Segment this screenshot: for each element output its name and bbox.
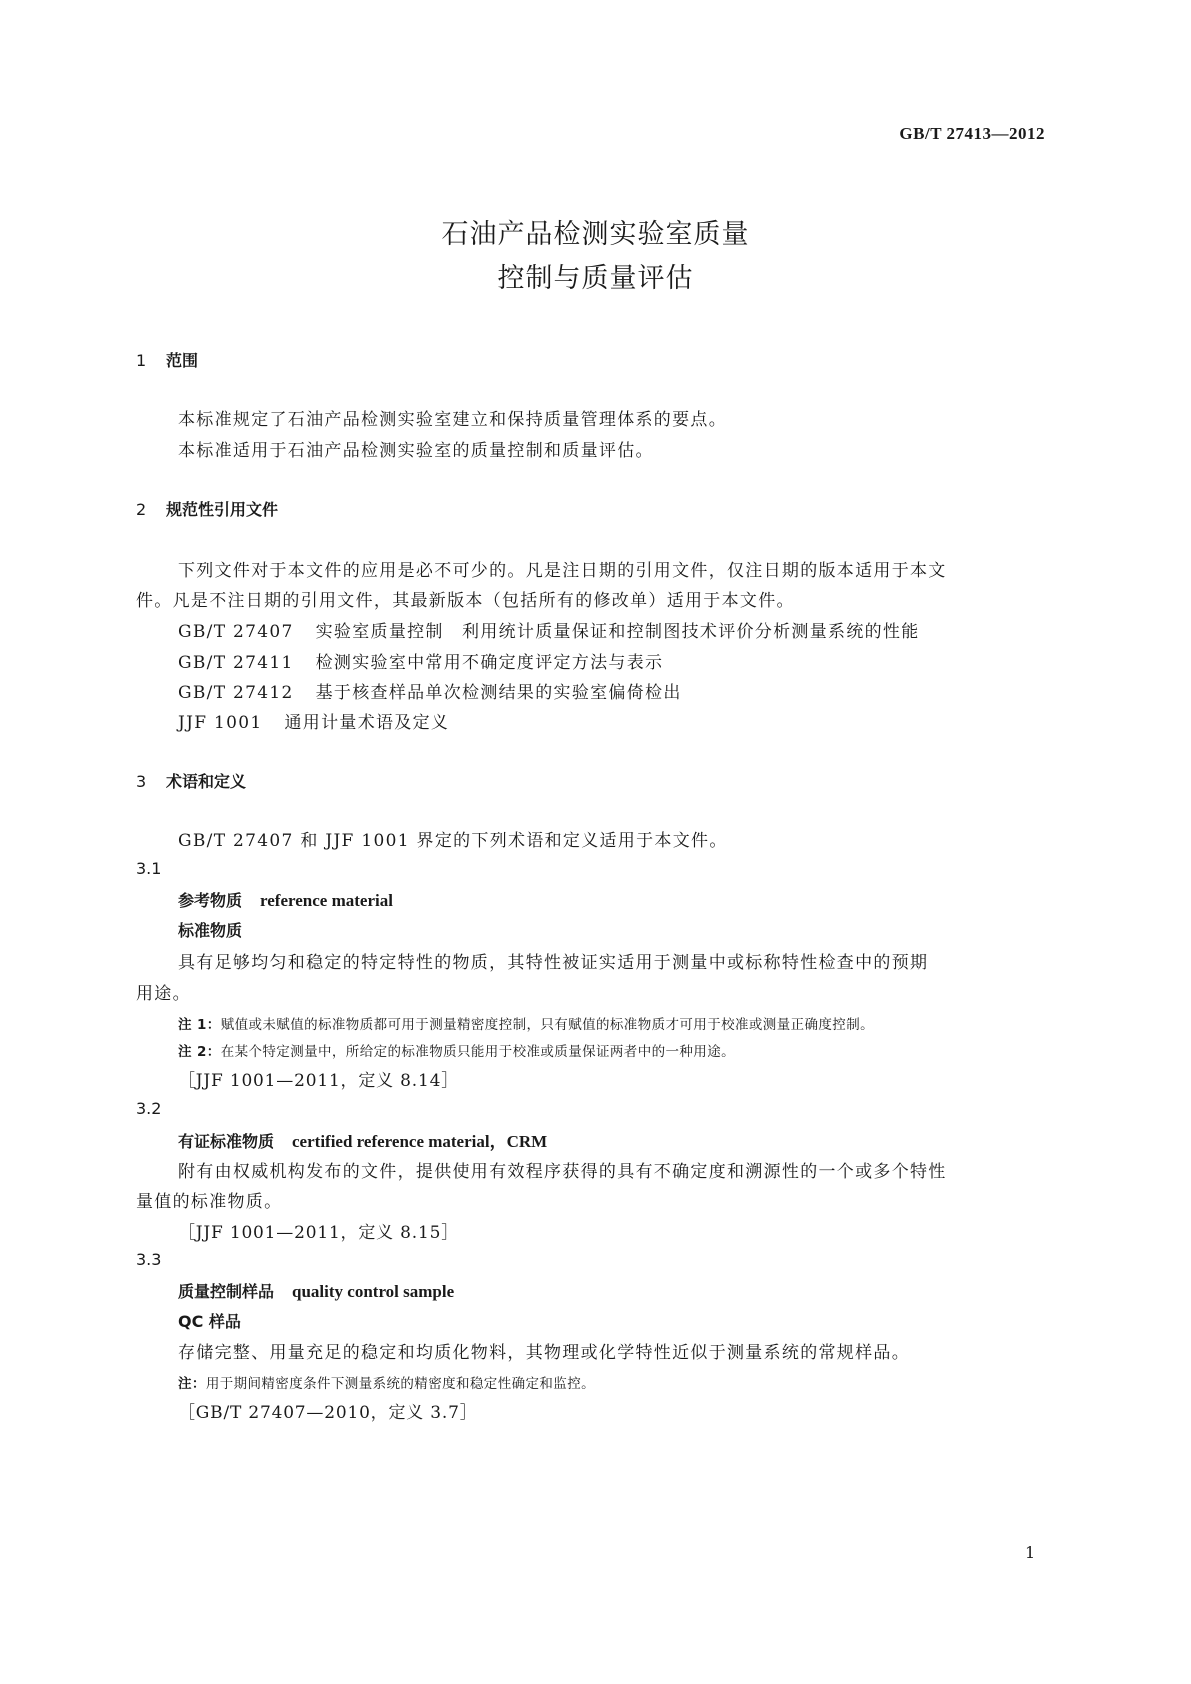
subsection-number: 3.1 bbox=[136, 859, 162, 878]
term-heading bbox=[178, 1127, 547, 1152]
reference-title: 实验室质量控制 利用统计质量保证和控制图技术评价分析测量系统的性能 bbox=[315, 622, 920, 642]
reference-title: 基于核查样品单次检测结果的实验室偏倚检出 bbox=[315, 683, 682, 703]
document-title-line1: 石油产品检测实验室质量 bbox=[441, 219, 750, 250]
section-number: 3 bbox=[136, 772, 147, 791]
standard-number: GB/T 27413—2012 bbox=[899, 124, 1045, 143]
section-title: 术语和定义 bbox=[166, 772, 247, 791]
reference-code: JJF 1001 bbox=[178, 713, 263, 733]
reference-code: GB/T 27412 bbox=[178, 683, 294, 703]
note-text: 用于期间精密度条件下测量系统的精密度和稳定性确定和监控。 bbox=[205, 1376, 596, 1392]
section-number: 2 bbox=[136, 500, 147, 519]
section-2-heading bbox=[136, 497, 278, 520]
note-text: 赋值或未赋值的标准物质都可用于测量精密度控制，只有赋值的标准物质才可用于校准或测量正确度控制。 bbox=[220, 1017, 875, 1033]
term-english: quality control sample bbox=[292, 1282, 455, 1301]
note-label: 注 2： bbox=[178, 1044, 221, 1060]
definition: 具有足够均匀和稳定的特定特性的物质，其特性被证实适用于测量中或标称特性检查中的预期 bbox=[178, 953, 929, 973]
term-chinese: 参考物质 bbox=[178, 891, 243, 910]
definition: 附有由权威机构发布的文件，提供使用有效程序获得的具有不确定度和溯源性的一个或多个特性 bbox=[178, 1162, 947, 1182]
definition: 存储完整、用量充足的稳定和均质化物料，其物理或化学特性近似于测量系统的常规样品。 bbox=[178, 1343, 910, 1363]
definition: 量值的标准物质。 bbox=[136, 1192, 283, 1212]
paragraph: 件。凡是不注日期的引用文件，其最新版本（包括所有的修改单）适用于本文件。 bbox=[136, 591, 795, 611]
section-1-heading bbox=[136, 348, 198, 371]
paragraph: 本标准适用于石油产品检测实验室的质量控制和质量评估。 bbox=[178, 441, 654, 461]
term-alternative: QC 样品 bbox=[178, 1312, 241, 1331]
note-label: 注： bbox=[178, 1376, 206, 1392]
document-title-line2: 控制与质量评估 bbox=[497, 263, 694, 294]
page-number: 1 bbox=[1025, 1543, 1036, 1562]
note bbox=[178, 1040, 735, 1060]
paragraph: 下列文件对于本文件的应用是必不可少的。凡是注日期的引用文件，仅注日期的版本适用于本文 bbox=[178, 561, 947, 581]
section-3-heading bbox=[136, 769, 246, 792]
term-heading bbox=[178, 1279, 454, 1302]
section-title: 范围 bbox=[166, 351, 199, 370]
section-number: 1 bbox=[136, 351, 147, 370]
source-reference: ［GB/T 27407—2010，定义 3.7］ bbox=[178, 1403, 478, 1423]
normative-reference bbox=[178, 648, 663, 673]
source-reference: ［JJF 1001—2011，定义 8.14］ bbox=[178, 1071, 460, 1091]
paragraph: GB/T 27407 和 JJF 1001 界定的下列术语和定义适用于本文件。 bbox=[178, 831, 728, 851]
term-alternative: 标准物质 bbox=[178, 921, 243, 940]
term-english: reference material bbox=[260, 891, 393, 910]
reference-code: GB/T 27411 bbox=[178, 653, 294, 673]
term-chinese: 有证标准物质 bbox=[178, 1132, 275, 1151]
term-english: certified reference material，CRM bbox=[292, 1132, 548, 1151]
source-reference: ［JJF 1001—2011，定义 8.15］ bbox=[178, 1223, 460, 1243]
reference-code: GB/T 27407 bbox=[178, 622, 294, 642]
normative-reference bbox=[178, 678, 682, 703]
note-label: 注 1： bbox=[178, 1017, 221, 1033]
section-title: 规范性引用文件 bbox=[166, 500, 279, 519]
note bbox=[178, 1013, 874, 1033]
term-heading bbox=[178, 888, 393, 911]
definition: 用途。 bbox=[136, 984, 191, 1004]
subsection-number: 3.3 bbox=[136, 1250, 162, 1269]
reference-title: 检测实验室中常用不确定度评定方法与表示 bbox=[315, 653, 664, 673]
paragraph: 本标准规定了石油产品检测实验室建立和保持质量管理体系的要点。 bbox=[178, 410, 727, 430]
reference-title: 通用计量术语及定义 bbox=[284, 713, 450, 733]
note-text: 在某个特定测量中，所给定的标准物质只能用于校准或质量保证两者中的一种用途。 bbox=[220, 1044, 736, 1060]
normative-reference bbox=[178, 617, 920, 642]
term-chinese: 质量控制样品 bbox=[178, 1282, 275, 1301]
normative-reference bbox=[178, 708, 449, 733]
note bbox=[178, 1372, 595, 1392]
subsection-number: 3.2 bbox=[136, 1099, 162, 1118]
